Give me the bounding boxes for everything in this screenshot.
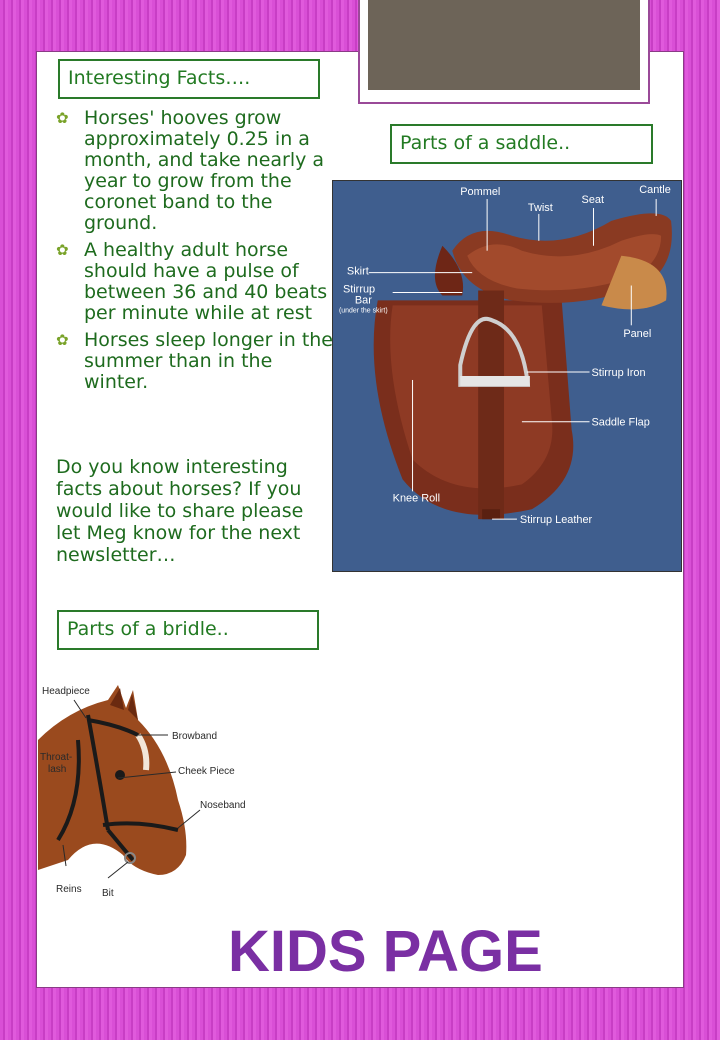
fact-item: [56, 108, 336, 234]
facts-list: [56, 108, 336, 399]
label-reins: Reins: [56, 884, 82, 895]
label-stirrup-leather: Stirrup Leather: [519, 514, 593, 527]
page-title: KIDS PAGE: [228, 919, 543, 984]
label-headpiece: Headpiece: [42, 686, 90, 697]
label-skirt: Skirt: [346, 265, 369, 278]
fact-item: [56, 240, 336, 324]
bullet-icon: ✿: [56, 241, 69, 259]
label-knee-roll: Knee Roll: [392, 492, 441, 505]
label-saddle-flap: Saddle Flap: [591, 416, 650, 429]
label-bar: Bar: [354, 294, 372, 307]
label-noseband: Noseband: [200, 800, 246, 811]
fact-text: A healthy adult horse should have a pulse of between 36 and 40 beats per minute while at rest: [84, 239, 328, 324]
saddle-diagram: [332, 180, 682, 572]
label-cheek-piece: Cheek Piece: [178, 766, 235, 777]
label-stirrup-bar: Stirrup: [342, 283, 376, 296]
fact-text: Horses sleep longer in the summer than in the winter.: [84, 329, 333, 393]
label-cantle: Cantle: [639, 184, 671, 197]
top-photo-frame: [358, 0, 650, 104]
bullet-icon: ✿: [56, 331, 69, 349]
label-throatlash-2: lash: [48, 764, 67, 775]
fact-item: [56, 330, 336, 393]
bullet-icon: ✿: [56, 109, 69, 127]
label-seat: Seat: [581, 193, 605, 206]
facts-header: Interesting Facts….: [58, 59, 320, 99]
bridle-header: Parts of a bridle..: [57, 610, 319, 650]
label-under-skirt: (under the skirt): [338, 307, 388, 315]
label-browband: Browband: [172, 731, 218, 742]
label-pommel: Pommel: [460, 186, 501, 199]
label-panel: Panel: [623, 328, 652, 341]
label-bit: Bit: [102, 888, 114, 899]
fact-text: Horses' hooves grow approximately 0.25 in a month, and take nearly a year to grow from the coronet band to the ground.: [84, 107, 325, 234]
saddle-header: Parts of a saddle..: [390, 124, 653, 164]
label-twist: Twist: [527, 201, 553, 214]
label-stirrup-iron: Stirrup Iron: [591, 367, 646, 379]
photo-placeholder: [368, 0, 640, 90]
bridle-diagram: [38, 680, 288, 910]
label-throatlash: Throat-: [40, 752, 73, 763]
share-question: Do you know interesting facts about horses? If you would like to share please let Meg know for the next newsletter…: [56, 456, 304, 566]
